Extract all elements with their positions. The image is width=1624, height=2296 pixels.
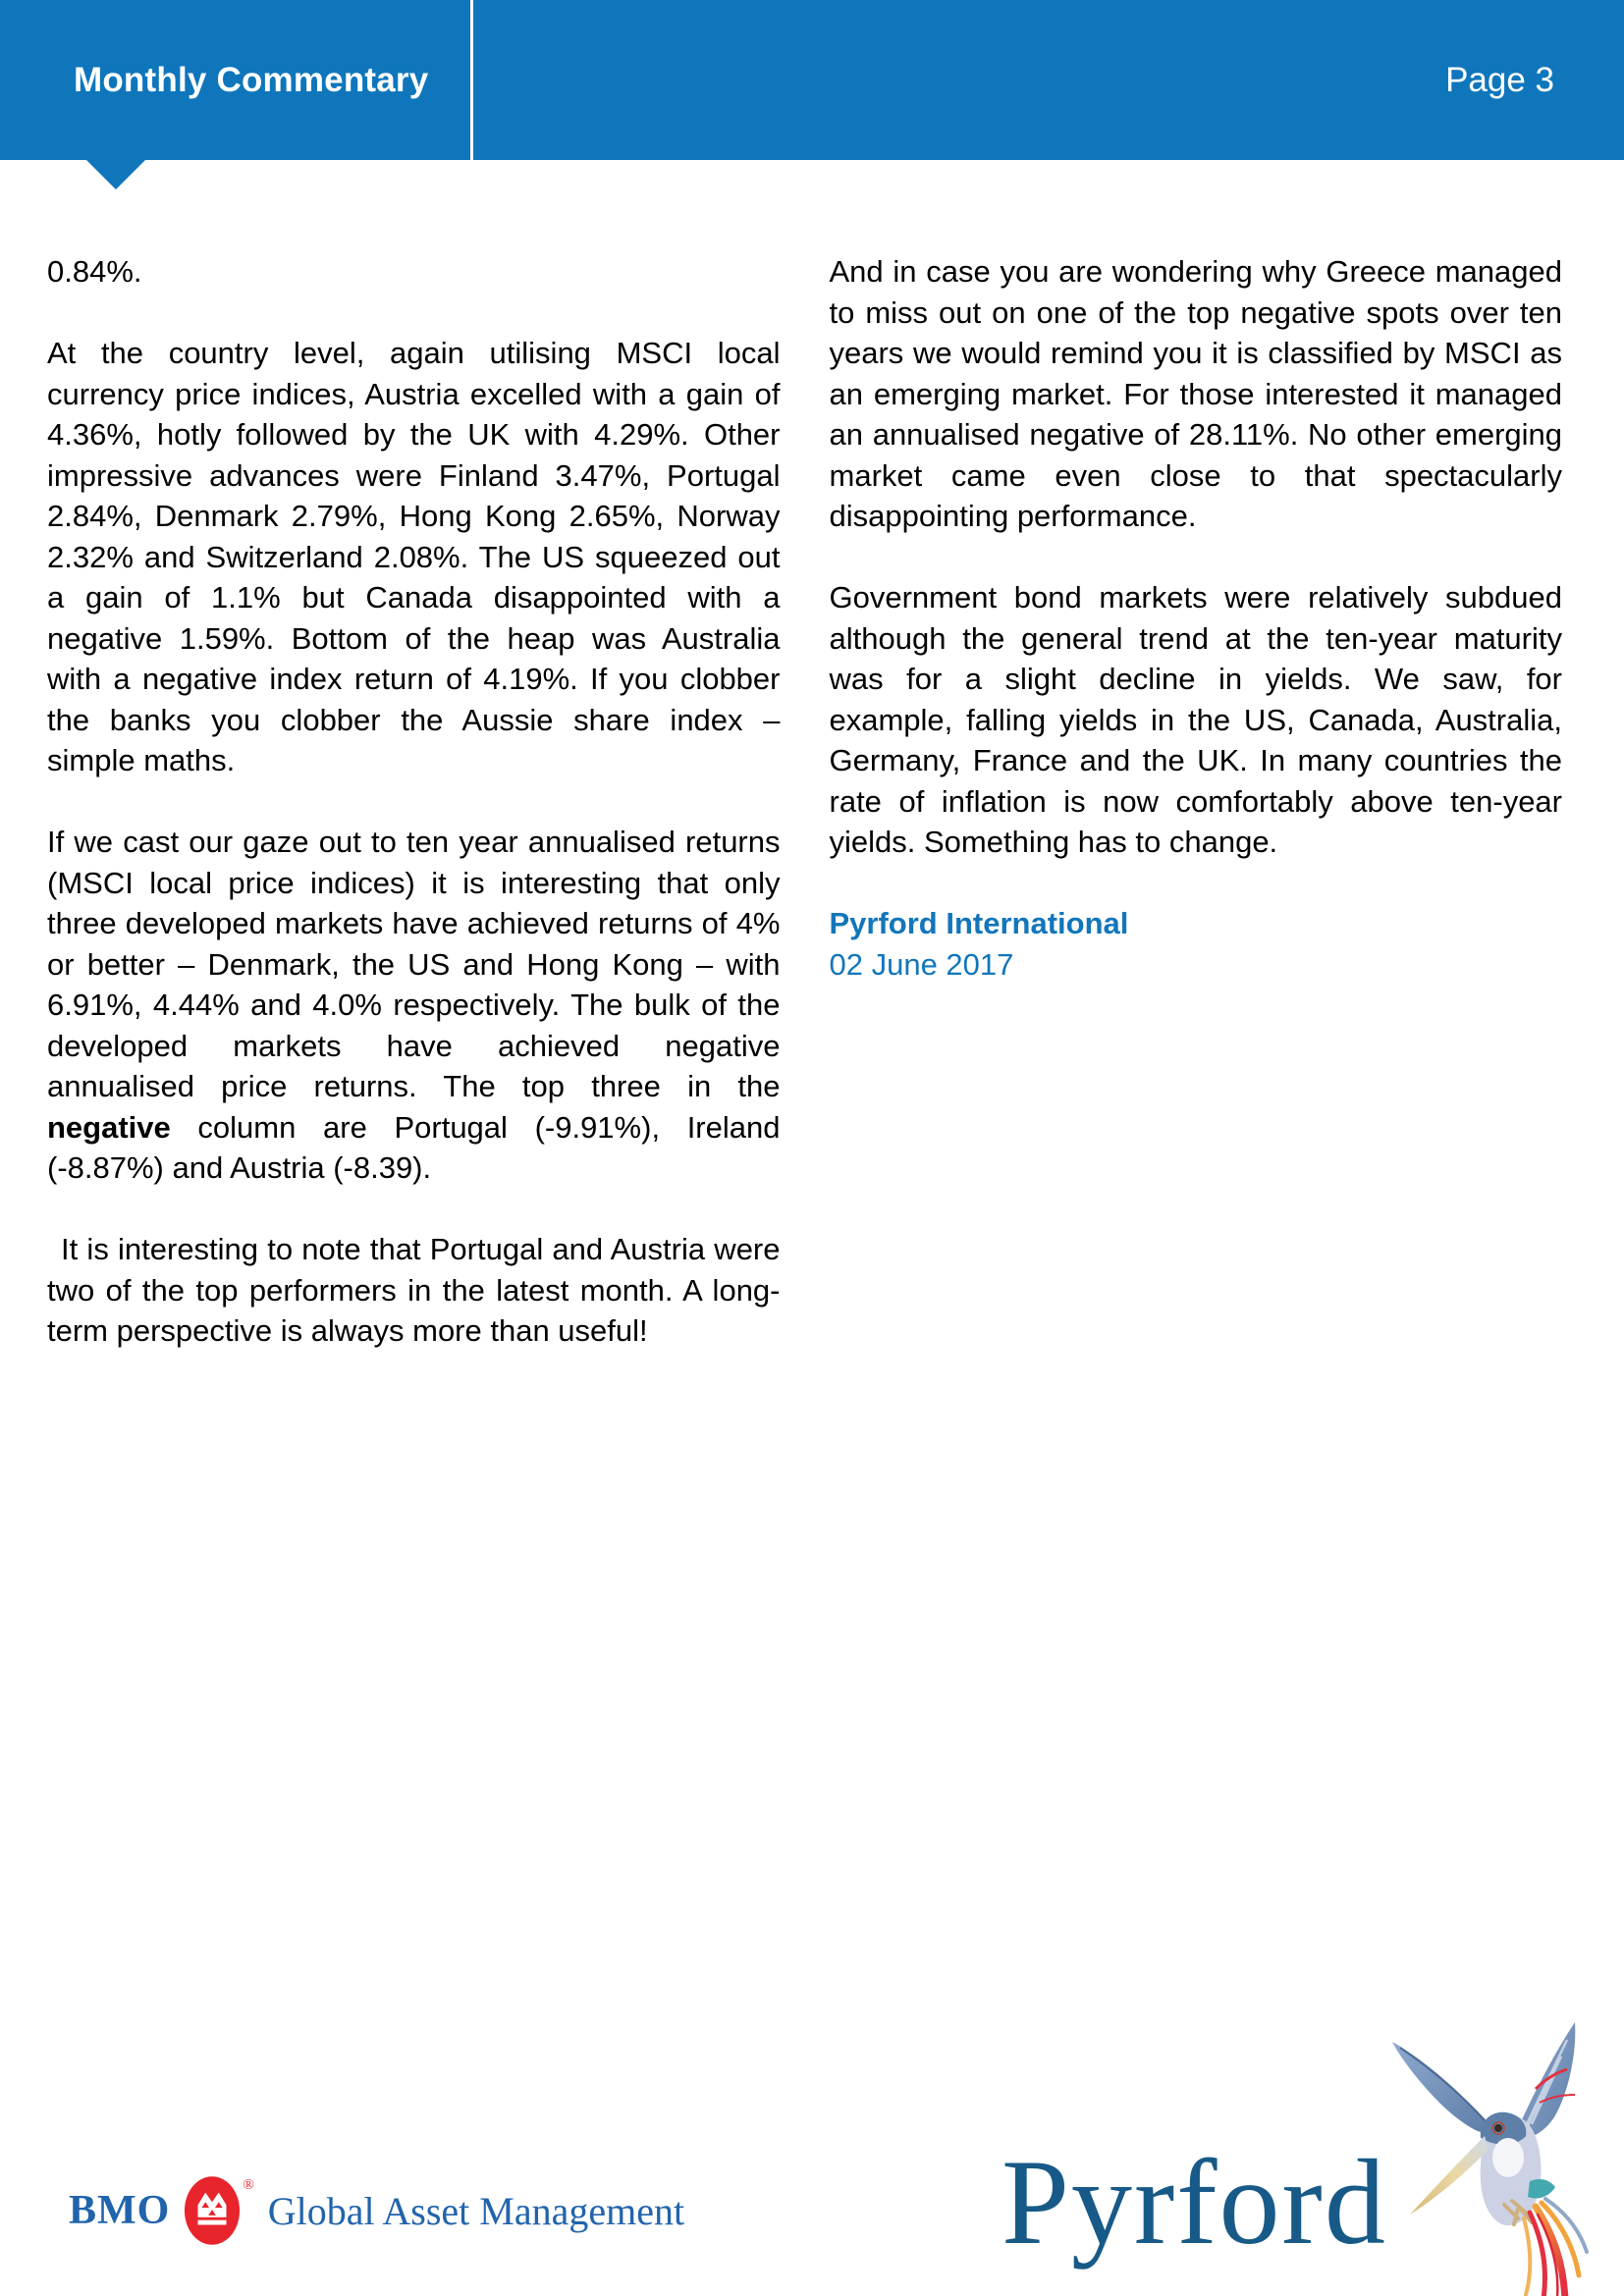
left-column — [47, 251, 781, 1392]
right-column — [830, 251, 1563, 1392]
bmo-gam-text: Global Asset Management — [267, 2188, 685, 2233]
pyrford-wordmark: Pyrford — [1001, 2135, 1387, 2269]
body-paragraph: Government bond markets were relatively subdued although the general trend at the ten-year maturity was for a slight decline in yields. We saw, for example, falling yields in the US, Canada, Australia, Germany, France and the UK. In many countries the rate of inflation is now comfortably above ten-year yields. Something has to change. — [829, 580, 1562, 859]
body-paragraph: 0.84%. — [47, 254, 142, 289]
body-paragraph: And in case you are wondering why Greece managed to miss out on one of the top negative spots over ten years we would remind you it is classified by MSCI as an emerging market. For those interested it managed an annualised negative of 28.11%. No other emerging market came even close to that spectacularly disappointing performance. — [829, 254, 1562, 533]
body-paragraph: If we cast our gaze out to ten year annualised returns (MSCI local price indices) it is interesting that only three developed markets have achieved returns of 4% or better – Denmark, the US and Hong Kong – with 6.91%, 4.44% and 4.0% respectively. The bulk of the developed markets have achieved negative annualised price returns. The top three in the negative column are Portugal (-9.91%), Ireland (-8.87%) and Austria (-8.39). — [47, 825, 781, 1185]
bmo-roundel-icon — [184, 2175, 241, 2246]
registered-trademark-symbol: ® — [243, 2177, 254, 2193]
page-title: Monthly Commentary — [74, 60, 429, 99]
pyrford-bird-illustration — [1371, 2012, 1595, 2296]
header-pointer-triangle — [86, 160, 145, 189]
bmo-gam-logo — [69, 2171, 684, 2250]
body-columns — [47, 251, 1562, 1392]
header-bar — [0, 0, 1624, 160]
bmo-wordmark: BMO — [69, 2188, 171, 2233]
header-divider — [470, 0, 473, 160]
body-paragraph: It is interesting to note that Portugal and Austria were two of the top performers in the latest month. A long-term perspective is always more than useful! — [47, 1232, 781, 1348]
body-paragraph: At the country level, again utilising MSCI local currency price indices, Austria excelled with a gain of 4.36%, hotly followed by the UK with 4.29%. Other impressive advances were Finland 3.47%, Portugal 2.84%, Denmark 2.79%, Hong Kong 2.65%, Norway 2.32% and Switzerland 2.08%. The US squeezed out a gain of 1.1% but Canada disappointed with a negative 1.59%. Bottom of the heap was Australia with a negative index return of 4.19%. If you clobber the banks you clobber the Aussie share index – simple maths. — [47, 336, 781, 777]
signature-name: Pyrford International — [829, 906, 1129, 940]
signature-block — [830, 903, 1563, 985]
page-number-label: Page 3 — [1445, 60, 1554, 99]
signature-date: 02 June 2017 — [829, 946, 1014, 982]
